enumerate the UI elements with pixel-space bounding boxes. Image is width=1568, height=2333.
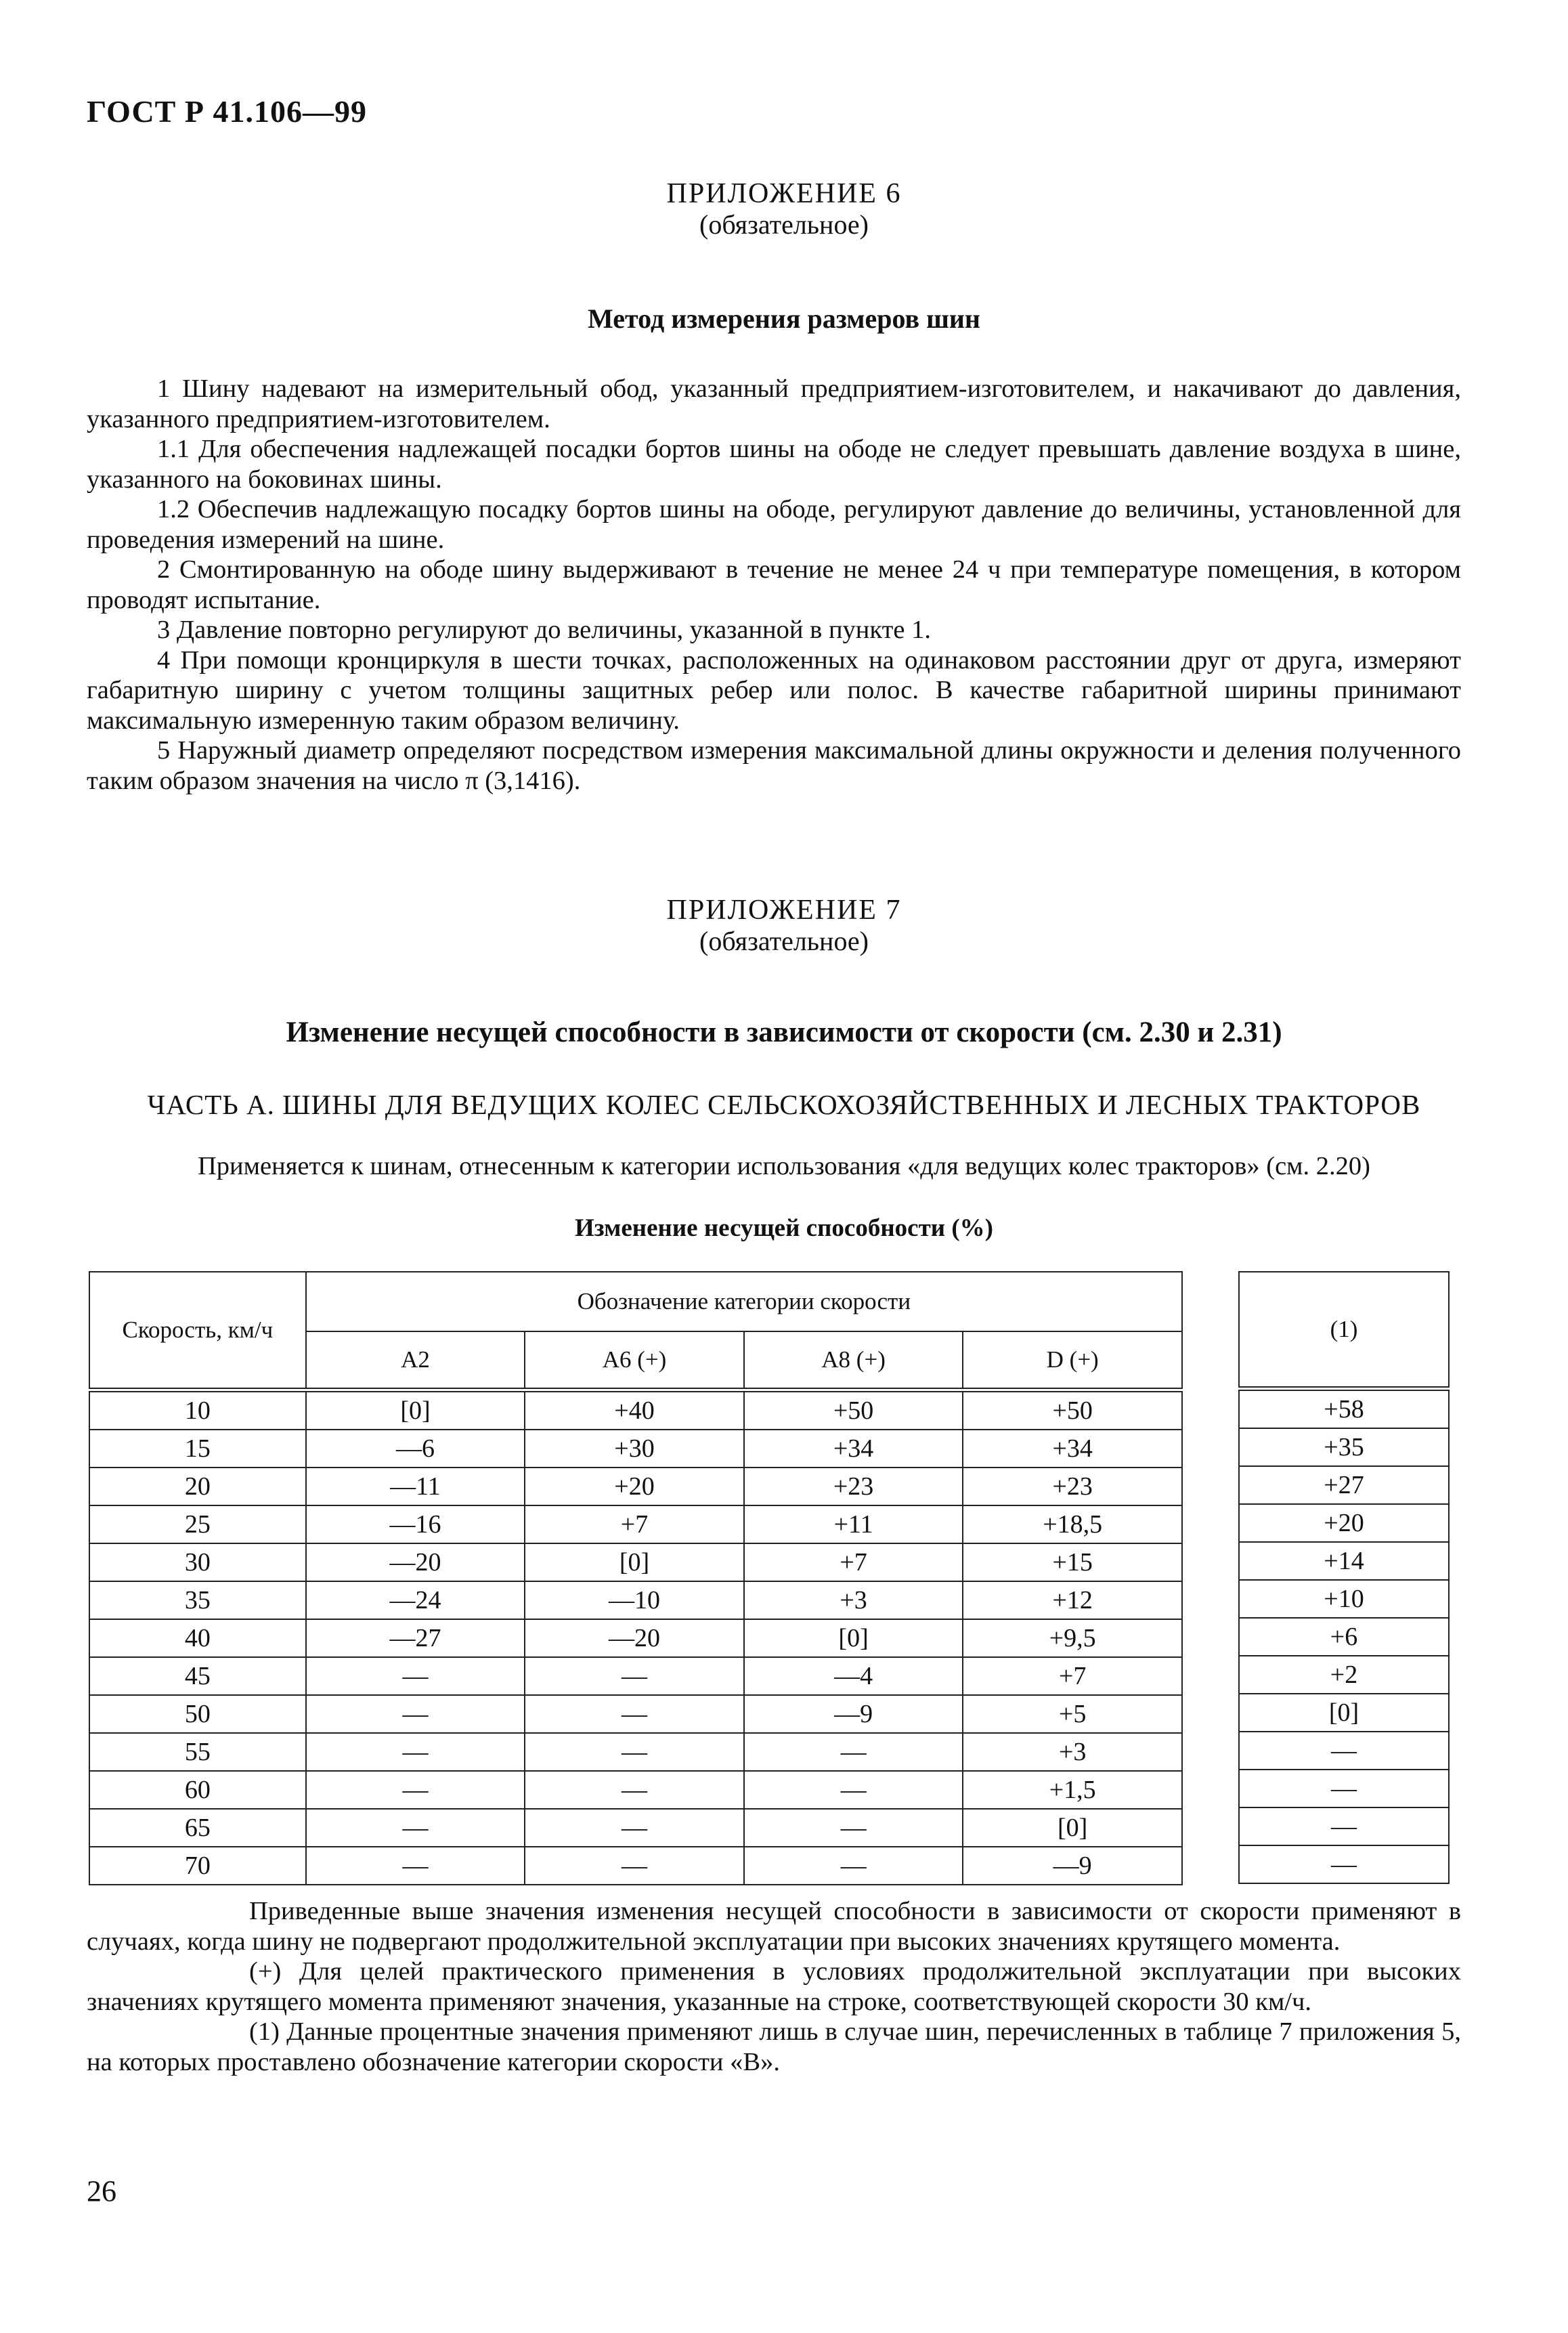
column-header-d: D (+) — [963, 1331, 1182, 1390]
speed-cell: 70 — [89, 1847, 306, 1885]
category-b-cell: +6 — [1239, 1618, 1449, 1656]
paragraph: 2 Смонтированную на ободе шину выдерживают в течение не менее 24 ч при температуре помещения, в котором проводят испытание. — [87, 555, 1461, 614]
category-b-cell: +35 — [1239, 1428, 1449, 1466]
column-header-a8: A8 (+) — [744, 1331, 963, 1390]
speed-cell: 60 — [89, 1771, 306, 1809]
d-cell: +23 — [963, 1468, 1182, 1505]
a6-cell: —20 — [525, 1619, 744, 1657]
table-row — [1239, 1542, 1449, 1580]
a8-cell: [0] — [744, 1619, 963, 1657]
footnote-column-header: (1) — [1239, 1272, 1449, 1389]
a2-cell: — — [306, 1847, 525, 1885]
speed-cell: 35 — [89, 1581, 306, 1619]
document-code: ГОСТ Р 41.106—99 — [87, 94, 367, 129]
d-cell: +15 — [963, 1543, 1182, 1581]
speed-cell: 45 — [89, 1657, 306, 1695]
a8-cell: +7 — [744, 1543, 963, 1581]
a6-cell: +7 — [525, 1505, 744, 1543]
a2-cell: —20 — [306, 1543, 525, 1581]
table-row — [1239, 1732, 1449, 1770]
a2-cell: —16 — [306, 1505, 525, 1543]
category-b-cell: +2 — [1239, 1656, 1449, 1694]
load-change-table — [89, 1271, 1183, 1885]
notes — [87, 1896, 1461, 2077]
a6-cell: — — [525, 1771, 744, 1809]
table-row — [89, 1619, 1182, 1657]
table-caption: Изменение несущей способности (%) — [575, 1214, 993, 1242]
a6-cell: — — [525, 1733, 744, 1771]
appendix-6-title: ПРИЛОЖЕНИЕ 6 — [666, 178, 902, 209]
speed-cell: 65 — [89, 1809, 306, 1847]
speed-column-header: Скорость, км/ч — [89, 1272, 306, 1390]
table-row — [1239, 1580, 1449, 1618]
speed-cell: 20 — [89, 1468, 306, 1505]
a8-cell: — — [744, 1733, 963, 1771]
a8-cell: +23 — [744, 1468, 963, 1505]
a6-cell: — — [525, 1657, 744, 1695]
a8-cell: —9 — [744, 1695, 963, 1733]
appendix-7-title: ПРИЛОЖЕНИЕ 7 — [666, 895, 902, 926]
part-a-title: ЧАСТЬ А. ШИНЫ ДЛЯ ВЕДУЩИХ КОЛЕС СЕЛЬСКОХОЗЯЙСТВЕННЫХ И ЛЕСНЫХ ТРАКТОРОВ — [147, 1089, 1421, 1120]
a8-cell: — — [744, 1771, 963, 1809]
a6-cell: —10 — [525, 1581, 744, 1619]
table-row — [1239, 1845, 1449, 1883]
speed-cell: 40 — [89, 1619, 306, 1657]
d-cell: +3 — [963, 1733, 1182, 1771]
table-row — [89, 1657, 1182, 1695]
d-cell: +12 — [963, 1581, 1182, 1619]
applies-note: Применяется к шинам, отнесенным к категории использования «для ведущих колес тракторов» (см. 2.20) — [197, 1152, 1370, 1180]
appendix-6-heading: Метод измерения размеров шин — [588, 303, 980, 334]
speed-cell: 50 — [89, 1695, 306, 1733]
table-row — [89, 1809, 1182, 1847]
paragraph: 1 Шину надевают на измерительный обод, указанный предприятием-изготовителем, и накачивают до давления, указанного предприятием-изготовителем. — [87, 374, 1461, 433]
d-cell: [0] — [963, 1809, 1182, 1847]
category-b-cell: +27 — [1239, 1466, 1449, 1504]
table-row — [1239, 1428, 1449, 1466]
paragraph: 1.2 Обеспечив надлежащую посадку бортов шины на ободе, регулируют давление до величины, установленной для проведения измерений на шине. — [87, 495, 1461, 554]
paragraph: 3 Давление повторно регулируют до величины, указанной в пункте 1. — [157, 616, 932, 644]
note-paragraph: Приведенные выше значения изменения несущей способности в зависимости от скорости применяют в случаях, когда шину не подвергают продолжительной эксплуатации при высоких значениях крутящего момента. — [87, 1897, 1461, 1956]
d-cell: +9,5 — [963, 1619, 1182, 1657]
table-row — [89, 1505, 1182, 1543]
d-cell: +5 — [963, 1695, 1182, 1733]
category-b-table — [1238, 1271, 1450, 1884]
category-header: Обозначение категории скорости — [306, 1272, 1182, 1331]
a8-cell: +3 — [744, 1581, 963, 1619]
table-row — [89, 1771, 1182, 1809]
a2-cell: — — [306, 1657, 525, 1695]
a2-cell: —6 — [306, 1430, 525, 1468]
paragraph: 5 Наружный диаметр определяют посредством измерения максимальной длины окружности и деления полученного таким образом значения на число π (3,1416). — [87, 736, 1461, 795]
a2-cell: — — [306, 1771, 525, 1809]
a2-cell: — — [306, 1809, 525, 1847]
appendix-6-body — [87, 374, 1461, 796]
table-row — [1239, 1504, 1449, 1542]
note-paragraph: (1) Данные процентные значения применяют лишь в случае шин, перечисленных в таблице 7 приложения 5, на которых проставлено обозначение категории скорости «B». — [87, 2017, 1461, 2076]
a6-cell: — — [525, 1695, 744, 1733]
category-b-cell: [0] — [1239, 1694, 1449, 1732]
a8-cell: — — [744, 1847, 963, 1885]
a6-cell: — — [525, 1847, 744, 1885]
table-row — [89, 1430, 1182, 1468]
d-cell: +1,5 — [963, 1771, 1182, 1809]
column-header-a6: A6 (+) — [525, 1331, 744, 1390]
appendix-7-status: (обязательное) — [699, 926, 869, 956]
category-b-cell: — — [1239, 1845, 1449, 1883]
table-row — [1239, 1389, 1449, 1429]
table-row — [89, 1581, 1182, 1619]
table-row — [1239, 1694, 1449, 1732]
d-cell: +50 — [963, 1390, 1182, 1430]
a2-cell: —11 — [306, 1468, 525, 1505]
table-row — [1239, 1656, 1449, 1694]
a8-cell: +11 — [744, 1505, 963, 1543]
a2-cell: —27 — [306, 1619, 525, 1657]
a6-cell: [0] — [525, 1543, 744, 1581]
category-b-cell: +58 — [1239, 1389, 1449, 1429]
category-b-cell: — — [1239, 1807, 1449, 1845]
appendix-6-status: (обязательное) — [699, 209, 869, 240]
category-b-cell: +14 — [1239, 1542, 1449, 1580]
d-cell: +18,5 — [963, 1505, 1182, 1543]
a2-cell: —24 — [306, 1581, 525, 1619]
appendix-7-heading: Изменение несущей способности в зависимости от скорости (см. 2.30 и 2.31) — [286, 1016, 1282, 1048]
table-row — [89, 1468, 1182, 1505]
table-row — [89, 1695, 1182, 1733]
speed-cell: 30 — [89, 1543, 306, 1581]
column-header-a2: A2 — [306, 1331, 525, 1390]
paragraph: 4 При помощи кронциркуля в шести точках, расположенных на одинаковом расстоянии друг от друга, измеряют габаритную ширину с учетом толщины защитных ребер или полос. В качестве габаритной ширины принимают максимальную измеренную таким образом величину. — [87, 645, 1461, 735]
table-row — [89, 1543, 1182, 1581]
a8-cell: —4 — [744, 1657, 963, 1695]
table-row — [89, 1390, 1182, 1430]
speed-cell: 55 — [89, 1733, 306, 1771]
d-cell: —9 — [963, 1847, 1182, 1885]
speed-cell: 15 — [89, 1430, 306, 1468]
a2-cell: — — [306, 1733, 525, 1771]
category-b-cell: +10 — [1239, 1580, 1449, 1618]
a6-cell: +20 — [525, 1468, 744, 1505]
note-paragraph: (+) Для целей практического применения в условиях продолжительной эксплуатации при высоких значениях крутящего момента применяют значения, указанные на строке, соответствующей скорости 30 км/ч. — [87, 1957, 1461, 2016]
a2-cell: — — [306, 1695, 525, 1733]
speed-cell: 10 — [89, 1390, 306, 1430]
table-row — [89, 1847, 1182, 1885]
table-row — [1239, 1466, 1449, 1504]
speed-cell: 25 — [89, 1505, 306, 1543]
table-row — [1239, 1618, 1449, 1656]
category-b-cell: — — [1239, 1770, 1449, 1807]
a8-cell: — — [744, 1809, 963, 1847]
a6-cell: — — [525, 1809, 744, 1847]
table-row — [1239, 1770, 1449, 1807]
a8-cell: +50 — [744, 1390, 963, 1430]
a2-cell: [0] — [306, 1390, 525, 1430]
table-row — [1239, 1807, 1449, 1845]
category-b-cell: — — [1239, 1732, 1449, 1770]
d-cell: +7 — [963, 1657, 1182, 1695]
category-b-cell: +20 — [1239, 1504, 1449, 1542]
a6-cell: +30 — [525, 1430, 744, 1468]
page-number: 26 — [87, 2175, 116, 2208]
d-cell: +34 — [963, 1430, 1182, 1468]
paragraph: 1.1 Для обеспечения надлежащей посадки бортов шины на ободе не следует превышать давление воздуха в шине, указанного на боковинах шины. — [87, 435, 1461, 494]
a6-cell: +40 — [525, 1390, 744, 1430]
a8-cell: +34 — [744, 1430, 963, 1468]
table-row — [89, 1733, 1182, 1771]
